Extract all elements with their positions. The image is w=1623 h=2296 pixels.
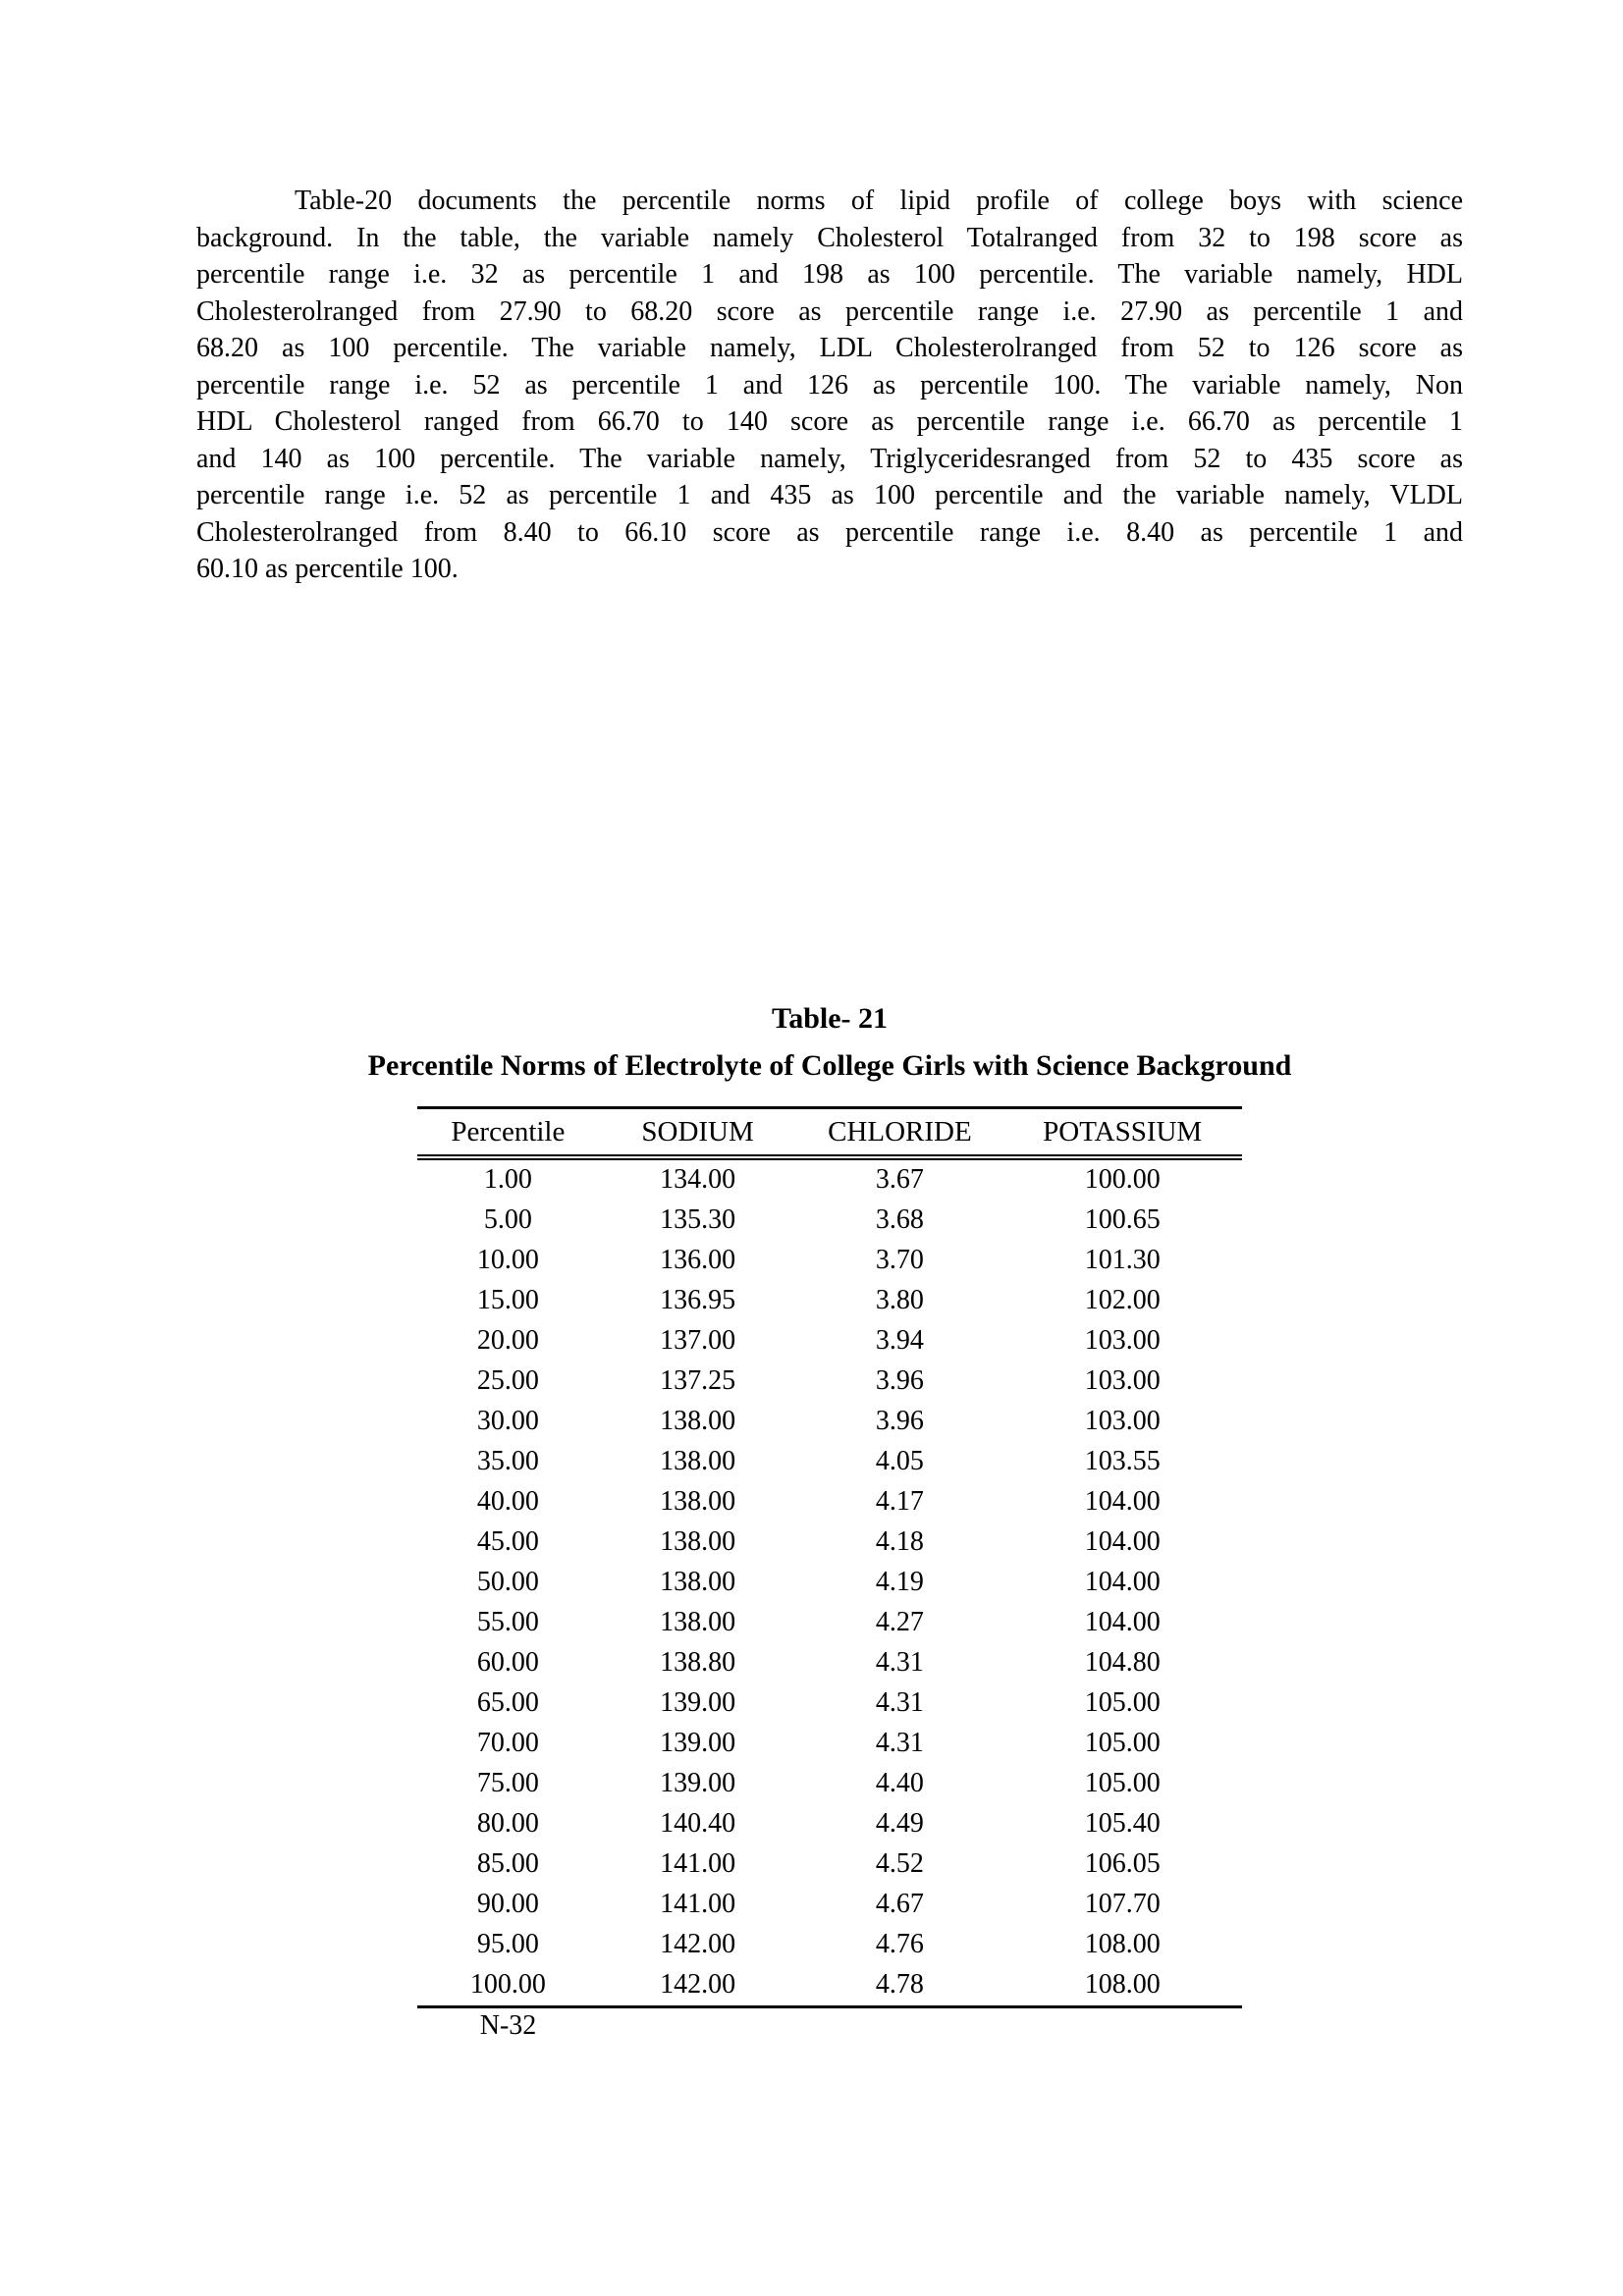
cell-potassium: 106.05 xyxy=(1084,1848,1161,1879)
cell-potassium: 102.00 xyxy=(1084,1285,1161,1315)
cell-sodium: 138.00 xyxy=(660,1567,736,1597)
cell-sodium: 138.00 xyxy=(660,1406,736,1436)
cell-sodium: 138.00 xyxy=(660,1446,736,1476)
cell-percentile: 20.00 xyxy=(476,1325,539,1356)
cell-sodium: 141.00 xyxy=(660,1889,736,1919)
cell-sodium: 138.00 xyxy=(660,1526,736,1557)
table-header-row xyxy=(417,1107,1242,1157)
paragraph-line: percentile range i.e. 52 as percentile 1 and 126 as percentile 100. The variable namely, Non xyxy=(196,369,1463,400)
cell-percentile: 40.00 xyxy=(476,1486,539,1517)
cell-chloride: 3.68 xyxy=(875,1204,924,1235)
cell-potassium: 105.40 xyxy=(1084,1808,1161,1839)
cell-chloride: 4.78 xyxy=(875,1969,924,2000)
table-row xyxy=(417,1522,1242,1563)
cell-potassium: 105.00 xyxy=(1084,1768,1161,1798)
paragraph-line: and 140 as 100 percentile. The variable namely, Triglyceridesranged from 52 to 435 score as xyxy=(196,443,1463,474)
table-subtitle: Percentile Norms of Electrolyte of College Girls with Science Background xyxy=(367,1048,1292,1082)
cell-percentile: 10.00 xyxy=(476,1245,539,1275)
cell-sodium: 140.40 xyxy=(660,1808,736,1839)
cell-potassium: 104.00 xyxy=(1084,1526,1161,1557)
cell-sodium: 142.00 xyxy=(660,1969,736,2000)
cell-percentile: 55.00 xyxy=(476,1607,539,1637)
table-row xyxy=(417,1157,1242,1201)
sample-size-note: N-32 xyxy=(479,2009,537,2041)
table-row xyxy=(417,1724,1242,1764)
cell-chloride: 4.31 xyxy=(875,1687,924,1718)
table-title: Table- 21 xyxy=(771,1001,889,1035)
cell-chloride: 4.19 xyxy=(875,1567,924,1597)
paragraph-line: Table-20 documents the percentile norms of lipid profile of college boys with science xyxy=(295,186,1463,216)
paragraph-line: 60.10 as percentile 100. xyxy=(196,554,459,584)
cell-percentile: 50.00 xyxy=(476,1567,539,1597)
cell-percentile: 90.00 xyxy=(476,1889,539,1919)
cell-sodium: 142.00 xyxy=(660,1929,736,1959)
column-header-sodium: SODIUM xyxy=(599,1107,797,1157)
cell-potassium: 104.80 xyxy=(1084,1647,1161,1678)
cell-chloride: 4.05 xyxy=(875,1446,924,1476)
cell-sodium: 136.95 xyxy=(660,1285,736,1315)
cell-sodium: 136.00 xyxy=(660,1245,736,1275)
cell-potassium: 104.00 xyxy=(1084,1486,1161,1517)
cell-chloride: 4.52 xyxy=(875,1848,924,1879)
cell-potassium: 103.00 xyxy=(1084,1325,1161,1356)
table-row xyxy=(417,1764,1242,1804)
paragraph-line: 68.20 as 100 percentile. The variable namely, LDL Cholesterolranged from 52 to 126 score as xyxy=(196,333,1463,363)
cell-sodium: 134.00 xyxy=(660,1164,736,1195)
table-row xyxy=(417,1241,1242,1281)
cell-potassium: 104.00 xyxy=(1084,1607,1161,1637)
cell-potassium: 107.70 xyxy=(1084,1889,1161,1919)
cell-chloride: 4.40 xyxy=(875,1768,924,1798)
cell-percentile: 1.00 xyxy=(483,1164,532,1195)
paragraph-line: percentile range i.e. 32 as percentile 1 and 198 as 100 percentile. The variable namely, HDL xyxy=(196,259,1463,290)
cell-chloride: 4.31 xyxy=(875,1728,924,1758)
table-row xyxy=(417,1683,1242,1724)
cell-chloride: 4.18 xyxy=(875,1526,924,1557)
cell-sodium: 141.00 xyxy=(660,1848,736,1879)
table-row xyxy=(417,1321,1242,1362)
paragraph-line: Cholesterolranged from 8.40 to 66.10 score as percentile range i.e. 8.40 as percentile 1 and xyxy=(196,516,1463,548)
cell-percentile: 80.00 xyxy=(476,1808,539,1839)
cell-percentile: 70.00 xyxy=(476,1728,539,1758)
cell-potassium: 108.00 xyxy=(1084,1969,1161,2000)
cell-percentile: 30.00 xyxy=(476,1406,539,1436)
cell-percentile: 75.00 xyxy=(476,1768,539,1798)
cell-sodium: 138.80 xyxy=(660,1647,736,1678)
cell-percentile: 5.00 xyxy=(483,1204,532,1235)
cell-percentile: 65.00 xyxy=(476,1687,539,1718)
cell-chloride: 3.96 xyxy=(875,1406,924,1436)
cell-sodium: 139.00 xyxy=(660,1768,736,1798)
table-row xyxy=(417,1925,1242,1965)
table-row xyxy=(417,1844,1242,1885)
column-header-potassium: POTASSIUM xyxy=(1002,1107,1242,1157)
cell-chloride: 4.49 xyxy=(875,1808,924,1839)
cell-sodium: 137.25 xyxy=(660,1365,736,1396)
paragraph-table20-description xyxy=(196,183,1463,588)
cell-chloride: 4.67 xyxy=(875,1889,924,1919)
table-row xyxy=(417,1482,1242,1522)
cell-potassium: 104.00 xyxy=(1084,1567,1161,1597)
paragraph-line: HDL Cholesterol ranged from 66.70 to 140 score as percentile range i.e. 66.70 as percentile 1 xyxy=(196,406,1463,437)
table-row xyxy=(417,1804,1242,1844)
cell-sodium: 135.30 xyxy=(660,1204,736,1235)
table-row xyxy=(417,1442,1242,1482)
table-row xyxy=(417,1362,1242,1402)
cell-potassium: 103.55 xyxy=(1084,1446,1161,1476)
table-row xyxy=(417,1402,1242,1442)
cell-sodium: 139.00 xyxy=(660,1728,736,1758)
electrolyte-norms-table xyxy=(417,1106,1242,2008)
table-row xyxy=(417,1965,1242,2007)
cell-percentile: 25.00 xyxy=(476,1365,539,1396)
cell-sodium: 138.00 xyxy=(660,1607,736,1637)
cell-potassium: 103.00 xyxy=(1084,1365,1161,1396)
cell-potassium: 105.00 xyxy=(1084,1728,1161,1758)
cell-potassium: 100.65 xyxy=(1084,1204,1161,1235)
table-row xyxy=(417,1603,1242,1643)
column-header-percentile: Percentile xyxy=(417,1107,599,1157)
cell-chloride: 4.27 xyxy=(875,1607,924,1637)
paragraph-line: percentile range i.e. 52 as percentile 1 and 435 as 100 percentile and the variable namely, VLDL xyxy=(196,480,1463,510)
paragraph-line: Cholesterolranged from 27.90 to 68.20 score as percentile range i.e. 27.90 as percentile 1 and xyxy=(196,295,1463,327)
cell-potassium: 103.00 xyxy=(1084,1406,1161,1436)
cell-percentile: 35.00 xyxy=(476,1446,539,1476)
cell-potassium: 101.30 xyxy=(1084,1245,1161,1275)
cell-chloride: 3.70 xyxy=(875,1245,924,1275)
cell-potassium: 100.00 xyxy=(1084,1164,1161,1195)
table-row xyxy=(417,1281,1242,1321)
cell-sodium: 138.00 xyxy=(660,1486,736,1517)
table-body xyxy=(417,1157,1242,2007)
column-header-chloride: CHLORIDE xyxy=(796,1107,1002,1157)
table-row xyxy=(417,1885,1242,1925)
table-row xyxy=(417,1201,1242,1241)
cell-percentile: 100.00 xyxy=(469,1969,546,2000)
cell-chloride: 4.31 xyxy=(875,1647,924,1678)
cell-chloride: 3.94 xyxy=(875,1325,924,1356)
page-content xyxy=(0,183,1623,2042)
cell-percentile: 60.00 xyxy=(476,1647,539,1678)
cell-chloride: 3.96 xyxy=(875,1365,924,1396)
cell-percentile: 85.00 xyxy=(476,1848,539,1879)
cell-potassium: 108.00 xyxy=(1084,1929,1161,1959)
cell-percentile: 15.00 xyxy=(476,1285,539,1315)
table-row xyxy=(417,1643,1242,1683)
cell-potassium: 105.00 xyxy=(1084,1687,1161,1718)
cell-chloride: 4.17 xyxy=(875,1486,924,1517)
cell-sodium: 137.00 xyxy=(660,1325,736,1356)
cell-chloride: 4.76 xyxy=(875,1929,924,1959)
cell-percentile: 95.00 xyxy=(476,1929,539,1959)
cell-sodium: 139.00 xyxy=(660,1687,736,1718)
cell-percentile: 45.00 xyxy=(476,1526,539,1557)
table-row xyxy=(417,1563,1242,1603)
paragraph-line: background. In the table, the variable namely Cholesterol Totalranged from 32 to 198 score as xyxy=(196,222,1463,253)
cell-chloride: 3.67 xyxy=(875,1164,924,1195)
cell-chloride: 3.80 xyxy=(875,1285,924,1315)
